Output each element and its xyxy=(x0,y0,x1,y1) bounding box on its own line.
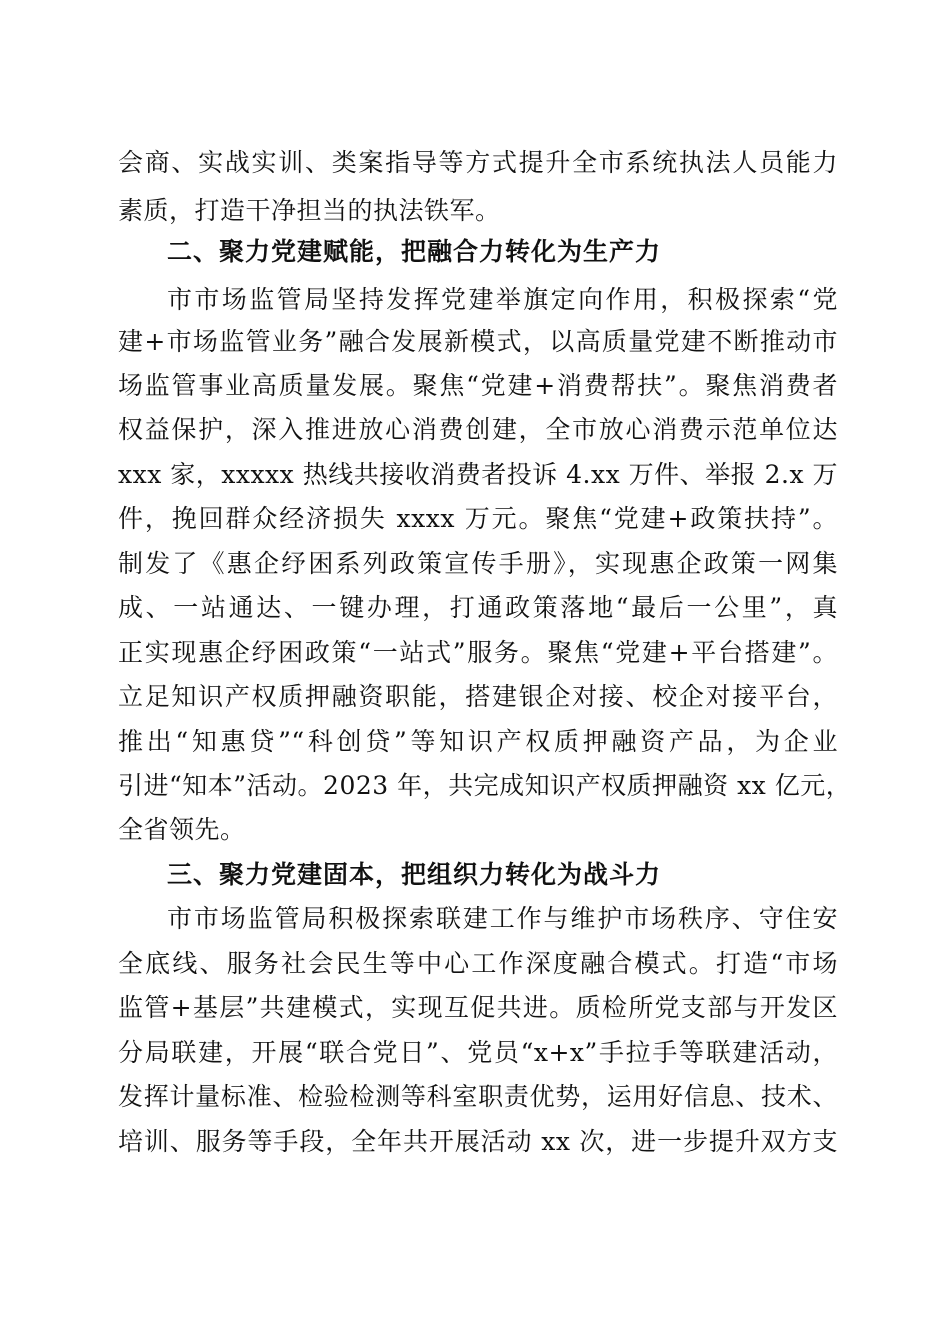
section-heading: 二、聚力党建赋能，把融合力转化为生产力 xyxy=(167,237,662,266)
text-line: 全省领先。 xyxy=(118,815,246,844)
text-line: 发挥计量标准、检验检测等科室职责优势，运用好信息、技术、 xyxy=(118,1082,838,1111)
text-line: 培训、服务等手段，全年共开展活动 xx 次，进一步提升双方支 xyxy=(118,1127,838,1156)
text-line: 建+市场监管业务”融合发展新模式，以高质量党建不断推动市 xyxy=(118,327,838,356)
text-line: 全底线、服务社会民生等中心工作深度融合模式。打造“市场 xyxy=(118,949,838,978)
text-line: 市市场监管局坚持发挥党建举旗定向作用，积极探索“党 xyxy=(167,285,838,314)
text-line: 正实现惠企纾困政策“一站式”服务。聚焦“党建+平台搭建”。 xyxy=(118,638,838,667)
text-line: 成、一站通达、一键办理，打通政策落地“最后一公里”，真 xyxy=(118,593,838,622)
section-heading: 三、聚力党建固本，把组织力转化为战斗力 xyxy=(167,860,662,889)
text-line: 场监管事业高质量发展。聚焦“党建+消费帮扶”。聚焦消费者 xyxy=(118,371,838,400)
text-line: 推出“知惠贷”“科创贷”等知识产权质押融资产品，为企业 xyxy=(118,727,838,756)
text-line: 件，挽回群众经济损失 xxxx 万元。聚焦“党建+政策扶持”。 xyxy=(118,504,838,533)
text-line: 引进“知本”活动。2023 年，共完成知识产权质押融资 xx 亿元， xyxy=(118,771,852,800)
text-line: 权益保护，深入推进放心消费创建，全市放心消费示范单位达 xyxy=(118,415,838,444)
text-line: 分局联建，开展“联合党日”、党员“x+x”手拉手等联建活动， xyxy=(118,1038,838,1067)
text-line: 市市场监管局积极探索联建工作与维护市场秩序、守住安 xyxy=(167,904,838,933)
text-line: 素质，打造干净担当的执法铁军。 xyxy=(118,196,501,225)
text-line: 立足知识产权质押融资职能，搭建银企对接、校企对接平台， xyxy=(118,682,838,711)
text-line: 制发了《惠企纾困系列政策宣传手册》，实现惠企政策一网集 xyxy=(118,549,838,578)
text-line: 监管+基层”共建模式，实现互促共进。质检所党支部与开发区 xyxy=(118,993,838,1022)
text-line: xxx 家，xxxxx 热线共接收消费者投诉 4.xx 万件、举报 2.x 万 xyxy=(118,460,838,489)
text-line: 会商、实战实训、类案指导等方式提升全市系统执法人员能力 xyxy=(118,148,838,177)
